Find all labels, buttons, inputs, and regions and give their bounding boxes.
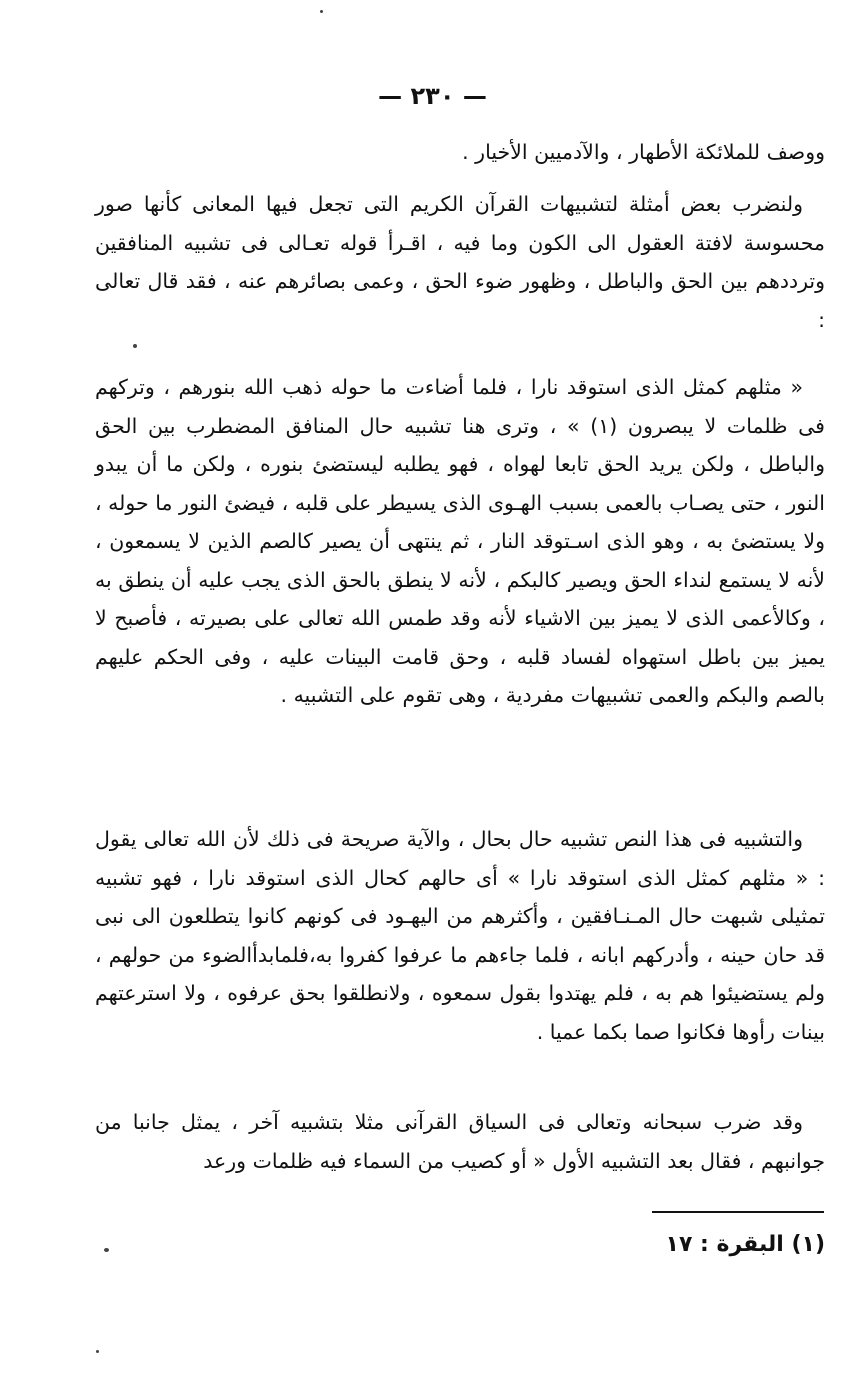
scan-speck — [320, 10, 323, 13]
paragraph-4: والتشبيه فى هذا النص تشبيه حال بحال ، والآية صريحة فى ذلك لأن الله تعالى يقول : « مثلهم كمثل الذى استوقد نارا » أى حالهم كحال الذى استوقد نارا ، فهو تشبيه تمثيلى شبهت حال المـنـافقين ، وأكثرهم من اليهـود فى كونهم كانوا يتطلعون الى نبى قد حان حينه ، وأدركهم ابانه ، فلما جاءهم ما عرفوا كفروا به،فلمابدأالضوء من حولهم ، ولم يستضيئوا هم به ، فلم يهتدوا بقول سمعوه ، ولانطلقوا بحق عرفوه ، ولا استرعتهم بينات رأوها فكانوا صما بكما عميا . — [95, 827, 825, 1044]
scan-speck — [96, 1350, 99, 1353]
paragraph-1: ووصف للملائكة الأطهار ، والآدميين الأخيار . — [462, 140, 825, 164]
paragraph-5: وقد ضرب سبحانه وتعالى فى السياق القرآنى مثلا بتشبيه آخر ، يمثل جانبا من جوانبهم ، فقال بعد التشبيه الأول « أو كصيب من السماء فيه ظلمات ورعد — [95, 1110, 825, 1173]
page-number: — ٢٣٠ — — [378, 82, 487, 110]
footnote: (١) البقرة : ١٧ — [665, 1232, 825, 1257]
scan-speck — [104, 1248, 109, 1252]
footnote-divider — [652, 1211, 824, 1213]
scan-speck — [133, 344, 137, 348]
paragraph-2: ولنضرب بعض أمثلة لتشبيهات القرآن الكريم التى تجعل فيها المعانى كأنها صور محسوسة لافتة العقول الى الكون وما فيه ، اقـرأ قوله تعـالى فى تشبيه المنافقين وترددهم بين الحق والباطل ، وظهور ضوء الحق ، وعمى بصائرهم عنه ، فقد قال تعالى : — [95, 192, 825, 332]
paragraph-3: « مثلهم كمثل الذى استوقد نارا ، فلما أضاءت ما حوله ذهب الله بنورهم ، وتركهم فى ظلمات لا يبصرون (١) » ، وترى هنا تشبيه حال المنافق المضطرب بين الحق والباطل ، ولكن يريد الحق تابعا لهواه ، فهو يطلبه ليستضئ بنوره ، ولكن ما أن يبدو النور ، حتى يصـاب بالعمى بسبب الهـوى الذى يسيطر على قلبه ، فيضئ النور ما حوله ، ولا يستضئ به ، وهو الذى اسـتوقد النار ، ثم ينتهى أن يصير كالصم الذين لا يسمعون ، لأنه لا يستمع لنداء الحق ويصير كالبكم ، لأنه لا ينطق بالحق الذى يجب عليه أن ينطق به ، وكالأعمى الذى لا يميز بين الاشياء لأنه وقد طمس الله تعالى على بصيرته ، فأصبح لا يميز بين باطل استهواه لفساد قلبه ، وحق قامت البينات عليه ، وفى الحكم عليهم بالصم والبكم والعمى تشبيهات مفردية ، وهى تقوم على التشبيه . — [95, 375, 825, 707]
